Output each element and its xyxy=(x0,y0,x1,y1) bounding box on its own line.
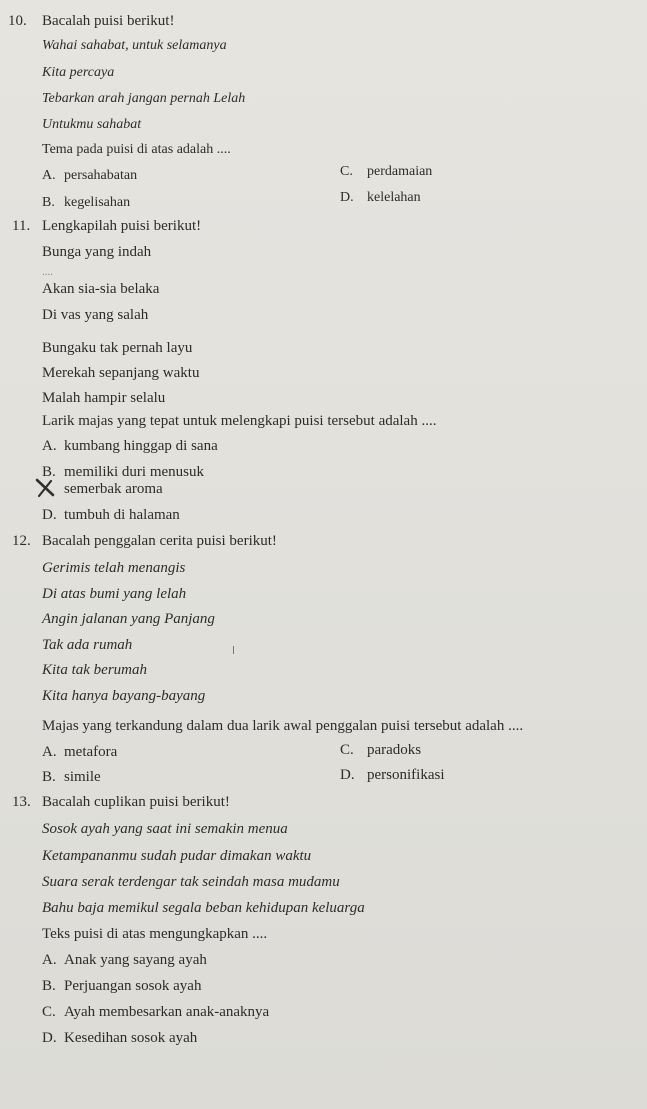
q12-poem-line: Di atas bumi yang lelah xyxy=(42,586,187,602)
q11-poem-line: Merekah sepanjang waktu xyxy=(42,365,200,381)
q13-option-a[interactable]: A. Anak yang sayang ayah xyxy=(42,952,207,968)
q13-option-c[interactable]: C. Ayah membesarkan anak-anaknya xyxy=(42,1004,270,1020)
q11-poem-blank: .... xyxy=(42,266,53,278)
q13-prompt: Bacalah cuplikan puisi berikut! xyxy=(42,794,230,810)
q11-question: Larik majas yang tepat untuk melengkapi puisi tersebut adalah .... xyxy=(42,413,437,429)
q10-option-c[interactable]: C. perdamaian xyxy=(340,164,433,179)
q12-number: 12. xyxy=(12,533,31,549)
q11-poem-line: Di vas yang salah xyxy=(42,307,149,323)
q12-poem-line: Gerimis telah menangis xyxy=(42,560,186,576)
q12-question: Majas yang terkandung dalam dua larik awal penggalan puisi tersebut adalah .... xyxy=(42,718,524,734)
q12-poem-line: Tak ada rumah xyxy=(42,637,133,653)
q12-option-a[interactable]: A. metafora xyxy=(42,744,118,760)
q10-poem-line: Tebarkan arah jangan pernah Lelah xyxy=(42,91,246,106)
q12-poem-line: Angin jalanan yang Panjang xyxy=(42,611,215,627)
q11-poem-line: Bungaku tak pernah layu xyxy=(42,340,193,356)
q13-poem-line: Suara serak terdengar tak seindah masa mudamu xyxy=(42,874,340,890)
q11-poem-line: Akan sia-sia belaka xyxy=(42,281,160,297)
q13-poem-line: Bahu baja memikul segala beban kehidupan keluarga xyxy=(42,900,365,916)
q11-poem-line: Bunga yang indah xyxy=(42,244,152,260)
q12-poem-line: Kita hanya bayang-bayang xyxy=(42,688,206,704)
q12-option-d[interactable]: D. personifikasi xyxy=(340,767,445,783)
q10-poem-line: Wahai sahabat, untuk selamanya xyxy=(42,38,227,53)
q11-poem-line: Malah hampir selalu xyxy=(42,390,166,406)
q12-poem-line: Kita tak berumah xyxy=(42,662,147,678)
pencil-stroke-mark xyxy=(232,646,235,654)
q11-option-a[interactable]: A. kumbang hinggap di sana xyxy=(42,438,218,454)
q13-option-b[interactable]: B. Perjuangan sosok ayah xyxy=(42,978,202,994)
q10-poem-line: Kita percaya xyxy=(42,65,115,80)
q10-option-a[interactable]: A. persahabatan xyxy=(42,168,138,183)
q11-prompt: Lengkapilah puisi berikut! xyxy=(42,218,202,234)
q10-number: 10. xyxy=(8,13,27,29)
pencil-cross-mark-icon xyxy=(34,478,56,498)
q11-number: 11. xyxy=(12,218,31,234)
q13-poem-line: Ketampananmu sudah pudar dimakan waktu xyxy=(42,848,312,864)
q12-option-c[interactable]: C. paradoks xyxy=(340,742,422,758)
q10-option-d[interactable]: D. kelelahan xyxy=(340,190,421,205)
q10-option-b[interactable]: B. kegelisahan xyxy=(42,195,131,210)
q10-poem-line: Untukmu sahabat xyxy=(42,117,142,132)
q12-prompt: Bacalah penggalan cerita puisi berikut! xyxy=(42,533,277,549)
q13-question: Teks puisi di atas mengungkapkan .... xyxy=(42,926,268,942)
q12-option-b[interactable]: B. simile xyxy=(42,769,101,785)
q11-option-c[interactable]: semerbak aroma xyxy=(64,481,163,497)
q10-prompt: Bacalah puisi berikut! xyxy=(42,13,175,29)
q13-poem-line: Sosok ayah yang saat ini semakin menua xyxy=(42,821,288,837)
q11-option-d[interactable]: D. tumbuh di halaman xyxy=(42,507,180,523)
q10-question: Tema pada puisi di atas adalah .... xyxy=(42,142,231,157)
q11-option-b[interactable]: B. memiliki duri menusuk xyxy=(42,464,204,480)
q13-option-d[interactable]: D. Kesedihan sosok ayah xyxy=(42,1030,198,1046)
q13-number: 13. xyxy=(12,794,31,810)
